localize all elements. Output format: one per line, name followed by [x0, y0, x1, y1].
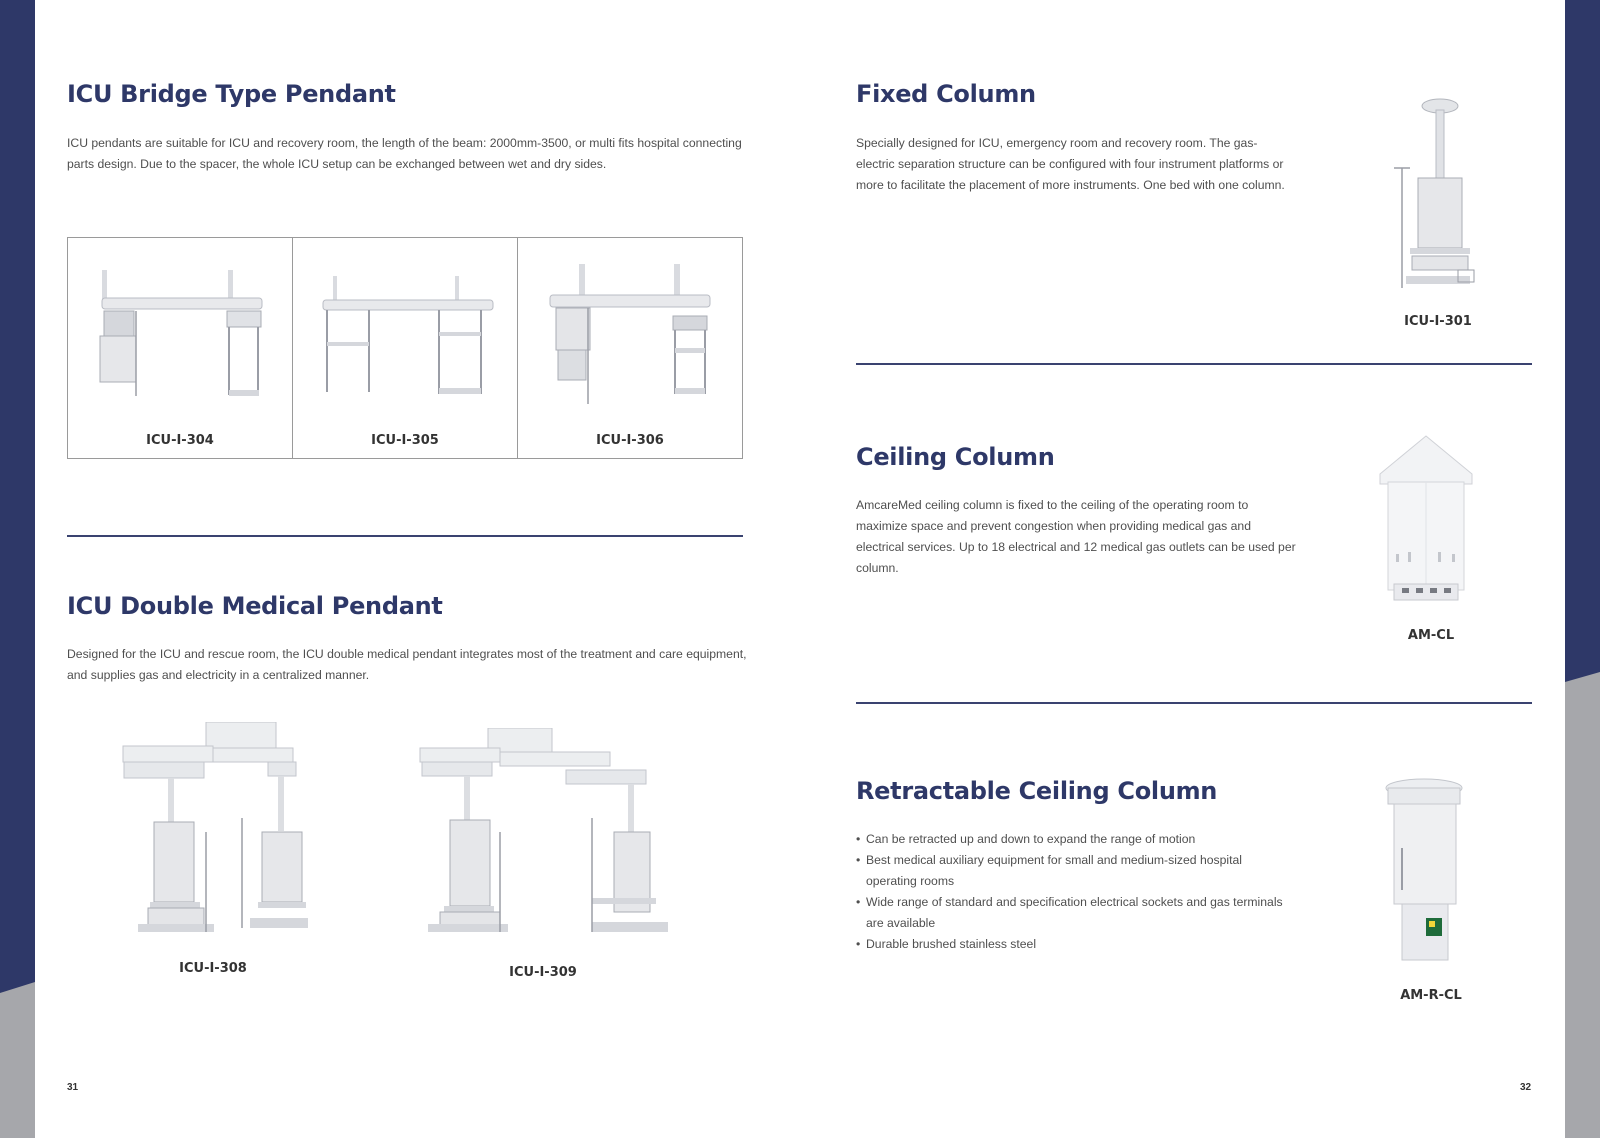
product-code-label: ICU-I-301: [1404, 314, 1472, 329]
bullet-glyph: •: [856, 832, 861, 846]
list-item: [856, 850, 1296, 892]
retractable-column-title: Retractable Ceiling Column: [856, 777, 1218, 805]
double-pendant-title: ICU Double Medical Pendant: [67, 592, 443, 620]
bridge-pendant-description: ICU pendants are suitable for ICU and recovery room, the length of the beam: 2000mm-3500, or multi fits hospital connecting parts design. Due to the spacer, the whole ICU setup can be exchanged between wet and dry sides.: [67, 136, 742, 171]
double-pendant-description: Designed for the ICU and rescue room, the ICU double medical pendant integrates most of the treatment and care equipment, and supplies gas and electricity in a centralized manner.: [67, 647, 747, 682]
page-number-right: 32: [1520, 1082, 1532, 1093]
product-cell-icu-i-304: [68, 238, 293, 458]
section-divider: [856, 363, 1532, 365]
ceiling-column-description: AmcareMed ceiling column is fixed to the ceiling of the operating room to maximize space and prevent congestion when providing medical gas and electrical services. Up to 18 electrical and 12 medical gas outlets can be used per column.: [856, 498, 1296, 575]
bridge-pendant-304-image: [84, 262, 274, 407]
retractable-column-image: [1384, 778, 1464, 964]
ceiling-column-title: Ceiling Column: [856, 443, 1055, 471]
fixed-column-description: Specially designed for ICU, emergency room and recovery room. The gas-electric separation structure can be configured with four instrument platforms or more to facilitate the placement of more instruments. One bed with one column.: [856, 136, 1285, 192]
product-code-label: ICU-I-304: [146, 433, 214, 448]
fixed-column-title: Fixed Column: [856, 80, 1036, 108]
product-cell-icu-i-306: [518, 238, 742, 458]
product-cell-icu-i-305: [293, 238, 518, 458]
feature-text: Best medical auxiliary equipment for small and medium-sized hospital operating rooms: [866, 853, 1242, 888]
feature-text: Can be retracted up and down to expand the range of motion: [866, 832, 1196, 846]
product-code-label: ICU-I-306: [596, 433, 664, 448]
bridge-pendant-305-image: [309, 262, 499, 407]
bullet-glyph: •: [856, 937, 861, 951]
feature-text: Durable brushed stainless steel: [866, 937, 1037, 951]
list-item: [856, 829, 1296, 850]
bullet-glyph: •: [856, 853, 861, 867]
product-code-label: ICU-I-305: [371, 433, 439, 448]
bullet-glyph: •: [856, 895, 861, 909]
left-page-edge-band: [0, 0, 35, 1138]
section-divider: [67, 535, 743, 537]
page-number-left: 31: [67, 1082, 79, 1093]
product-code-label: AM-CL: [1407, 628, 1455, 643]
bridge-pendant-306-image: [534, 262, 724, 407]
product-code-label: ICU-I-309: [509, 965, 577, 980]
product-code-label: ICU-I-308: [179, 961, 247, 976]
fixed-column-image: [1388, 98, 1478, 298]
right-page-edge-band: [1565, 0, 1600, 1138]
product-code-label: AM-R-CL: [1400, 988, 1462, 1003]
double-pendant-309-image: [416, 728, 676, 943]
double-pendant-308-image: [118, 722, 308, 947]
bridge-pendant-product-grid: [67, 237, 743, 459]
list-item: [856, 934, 1296, 955]
section-divider: [856, 702, 1532, 704]
list-item: [856, 892, 1296, 934]
bridge-pendant-title: ICU Bridge Type Pendant: [67, 80, 396, 108]
feature-text: Wide range of standard and specification electrical sockets and gas terminals are available: [866, 895, 1283, 930]
retractable-features-list: [856, 829, 1296, 955]
ceiling-column-image: [1378, 434, 1474, 604]
